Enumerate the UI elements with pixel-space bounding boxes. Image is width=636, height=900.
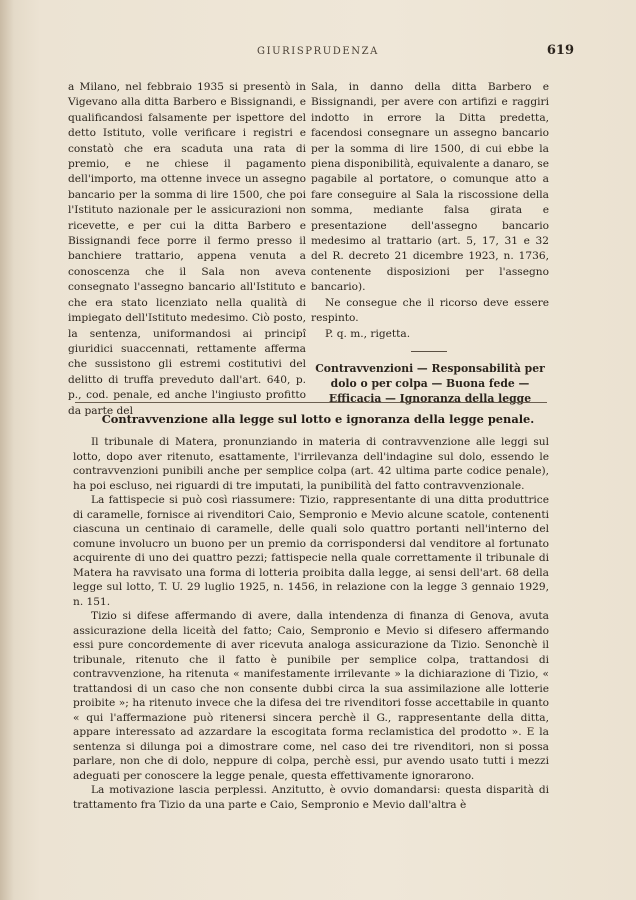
paragraph: Il tribunale di Matera, pronunziando in materia di contravvenzione alle leggi sul lotto, dopo aver ritenuto, esattamente, l'irrilevanza dell'indagine sul dolo, essendo le contravvenzioni punibili anche per semplice colpa (art. 42 ultima parte codice penale), ha poi escluso, nei riguardi di tre imputati, la punibilità del fatto contravvenzionale. [73,436,549,492]
paragraph: Sala, in danno della ditta Barbero e Bissignandi, per avere con artifizi e raggiri indotto in errore la Ditta predetta, facendosi consegnare un assegno bancario per la somma di lire 1500, di cui ebbe la piena disponibilità, equivalente a danaro, se pagabile al portatore, o comunque atto a fare conseguire al Sala la riscossione della somma, mediante falsa girata e presentazione dell'assegno bancario medesimo al trattario (art. 5, 17, 31 e 32 del R. decreto 21 dicembre 1923, n. 1736, contenente disposizioni per l'assegno bancario). [311,81,549,294]
paragraph: La fattispecie si può così riassumere: Tizio, rappresentante di una ditta produttrice di caramelle, fornisce ai rivenditori Caio, Sempronio e Mevio alcune scatole, contenenti ciascuna un centinaio di caramelle, delle quali solo quattro portanti nell'interno del comune involucro un buono per un premio da corrispondersi dal venditore al fortunato acquirente di uno dei quattro pezzi; fattispecie nella quale correttamente il tribunale di Matera ha ravvisato una forma di lotteria proibita dalla legge, ai sensi dell'art. 68 della legge sul lotto, T. U. 29 luglio 1925, n. 1456, in relazione con la legge 3 gennaio 1929, n. 151. [73,494,549,608]
page-number: 619 [546,43,574,58]
case-heading: Contravvenzioni — Responsabilità per dolo o per colpa — Buona fede — Efficacia — Ignoranza della legge [315,361,545,405]
section-rule [75,402,547,403]
right-column [311,80,549,406]
divider [411,351,447,352]
paragraph: Tizio si difese affermando di avere, dalla intendenza di finanza di Genova, avuta assicurazione della liceità del fatto; Caio, Sempronio e Mevio si difesero affermando essi pure concordemente di aver ricevuta analoga assicurazione da Tizio. Senonchè il tribunale, ritenuto che il fatto è punibile per semplice colpa, trattandosi di contravvenzione, ha ritenuta « manifestamente irrilevante » la dichiarazione di Tizio, « trattandosi di un caso che non consente dubbi circa la sua assimilazione alle lotterie proibite »; ha ritenuto invece che la difesa dei tre rivenditori fosse accettabile in quanto « qui l'affermazione può ritenersi sincera perchè il G., rappresentante della ditta, appare interessato ad azzardare la escogitata forma reclamistica del prodotto ». E la sentenza si dilunga poi a dimostrare come, nel caso dei tre rivenditori, non si possa parlare, non che di dolo, neppure di colpa, perchè essi, pur avendo usato tutti i mezzi adeguati per conoscere la legge penale, questa effettivamente ignorarono. [73,610,549,782]
paragraph: Ne consegue che il ricorso deve essere respinto. [311,296,549,325]
paragraph: a Milano, nel febbraio 1935 si presentò in Vigevano alla ditta Barbero e Bissignandi, e qualificandosi falsamente per ispettore del detto Istituto, volle verificare i registri e constatò che era scaduta una rata di premio, e ne chiese il pagamento dell'importo, ma ottenne invece un assegno bancario per la somma di lire 1500, che poi l'Istituto nazionale per le assicurazioni non ricevette, e per cui la ditta Barbero e Bissignandi fece porre il fermo presso il banchiere trattario, appena venuta a conoscenza che il Sala non aveva consegnato l'assegno bancario all'Istituto e che era stato licenziato nella qualità di impiegato dell'Istituto medesimo. Ciò posto, la sentenza, uniformandosi ai principî giuridici suaccennati, rettamente afferma che sussistono gli estremi costitutivi del delitto di truffa preveduto dall'art. 640, p. p., cod. penale, ed anche l'ingiusto profitto da parte del [68,81,306,417]
paragraph: La motivazione lascia perplessi. Anzitutto, è ovvio domandarsi: questa disparità di trattamento fra Tizio da una parte e Caio, Sempronio e Mevio dall'altra è [73,784,549,811]
left-column [68,80,306,419]
running-head: GIURISPRUDENZA [256,46,380,57]
section-title: Contravvenzione alla legge sul lotto e ignoranza della legge penale. [101,412,535,426]
section-body [73,435,549,812]
paragraph: P. q. m., rigetta. [325,327,411,340]
